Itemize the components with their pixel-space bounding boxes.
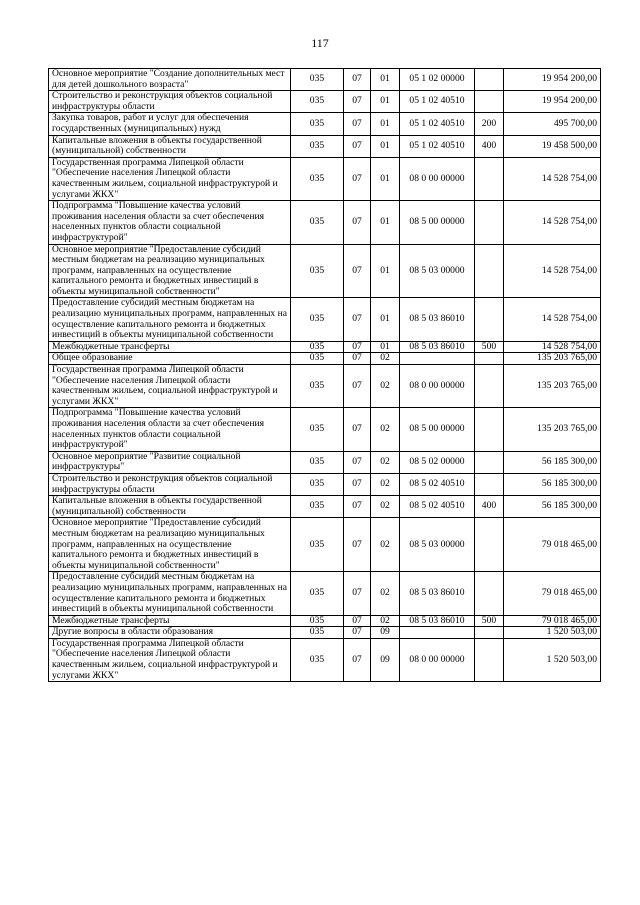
expense-type-cell bbox=[475, 353, 504, 365]
department-code-cell: 035 bbox=[291, 638, 344, 681]
target-article-cell: 05 1 02 40510 bbox=[400, 135, 475, 157]
subsection-code-cell: 02 bbox=[371, 518, 400, 572]
budget-table-body bbox=[49, 69, 601, 682]
table-row bbox=[49, 496, 601, 518]
expense-type-cell bbox=[475, 244, 504, 298]
section-code-cell: 07 bbox=[344, 518, 371, 572]
department-code-cell: 035 bbox=[291, 365, 344, 408]
subsection-code-cell: 01 bbox=[371, 113, 400, 135]
table-row bbox=[49, 113, 601, 135]
amount-cell: 14 528 754,00 bbox=[504, 298, 601, 341]
table-row bbox=[49, 638, 601, 681]
target-article-cell: 08 5 03 86010 bbox=[400, 615, 475, 627]
section-code-cell: 07 bbox=[344, 69, 371, 91]
subsection-code-cell: 02 bbox=[371, 473, 400, 495]
section-code-cell: 07 bbox=[344, 473, 371, 495]
section-code-cell: 07 bbox=[344, 353, 371, 365]
row-name-cell: Государственная программа Липецкой области "Обеспечение населения Липецкой области качественным жильем, социальной инфраструктурой и услугами ЖКХ" bbox=[49, 365, 291, 408]
section-code-cell: 07 bbox=[344, 496, 371, 518]
row-name-cell: Межбюджетные трансферты bbox=[49, 341, 291, 353]
target-article-cell: 08 5 03 86010 bbox=[400, 298, 475, 341]
expense-type-cell bbox=[475, 408, 504, 451]
row-name-cell: Основное мероприятие "Развитие социальной инфраструктуры" bbox=[49, 451, 291, 473]
amount-cell: 14 528 754,00 bbox=[504, 201, 601, 244]
expense-type-cell bbox=[475, 473, 504, 495]
row-name-cell: Предоставление субсидий местным бюджетам на реализацию муниципальных программ, направленных на осуществление капитального ремонта и бюджетных инвестиций в объекты муниципальной собственности bbox=[49, 298, 291, 341]
expense-type-cell: 500 bbox=[475, 615, 504, 627]
subsection-code-cell: 01 bbox=[371, 69, 400, 91]
target-article-cell: 08 5 03 86010 bbox=[400, 572, 475, 615]
expense-type-cell bbox=[475, 627, 504, 639]
section-code-cell: 07 bbox=[344, 298, 371, 341]
amount-cell: 56 185 300,00 bbox=[504, 473, 601, 495]
expense-type-cell bbox=[475, 451, 504, 473]
department-code-cell: 035 bbox=[291, 473, 344, 495]
subsection-code-cell: 02 bbox=[371, 496, 400, 518]
subsection-code-cell: 02 bbox=[371, 451, 400, 473]
department-code-cell: 035 bbox=[291, 298, 344, 341]
expense-type-cell bbox=[475, 69, 504, 91]
row-name-cell: Основное мероприятие "Создание дополнительных мест для детей дошкольного возраста" bbox=[49, 69, 291, 91]
row-name-cell: Строительство и реконструкция объектов социальной инфраструктуры области bbox=[49, 473, 291, 495]
row-name-cell: Основное мероприятие "Предоставление субсидий местным бюджетам на реализацию муниципальных программ, направленных на осуществление капитального ремонта и бюджетных инвестиций в объекты муниципальной собственности" bbox=[49, 244, 291, 298]
amount-cell: 19 954 200,00 bbox=[504, 69, 601, 91]
expense-type-cell bbox=[475, 201, 504, 244]
row-name-cell: Государственная программа Липецкой области "Обеспечение населения Липецкой области качественным жильем, социальной инфраструктурой и услугами ЖКХ" bbox=[49, 638, 291, 681]
target-article-cell: 08 5 03 86010 bbox=[400, 341, 475, 353]
subsection-code-cell: 01 bbox=[371, 341, 400, 353]
row-name-cell: Капитальные вложения в объекты государственной (муниципальной) собственности bbox=[49, 496, 291, 518]
expense-type-cell bbox=[475, 638, 504, 681]
target-article-cell: 05 1 02 40510 bbox=[400, 113, 475, 135]
target-article-cell: 08 5 03 00000 bbox=[400, 244, 475, 298]
amount-cell: 56 185 300,00 bbox=[504, 451, 601, 473]
table-row bbox=[49, 627, 601, 639]
table-row bbox=[49, 615, 601, 627]
amount-cell: 19 458 500,00 bbox=[504, 135, 601, 157]
subsection-code-cell: 02 bbox=[371, 365, 400, 408]
table-row bbox=[49, 157, 601, 200]
amount-cell: 79 018 465,00 bbox=[504, 572, 601, 615]
subsection-code-cell: 01 bbox=[371, 157, 400, 200]
target-article-cell: 08 0 00 00000 bbox=[400, 638, 475, 681]
row-name-cell: Другие вопросы в области образования bbox=[49, 627, 291, 639]
expense-type-cell: 500 bbox=[475, 341, 504, 353]
section-code-cell: 07 bbox=[344, 627, 371, 639]
expense-type-cell bbox=[475, 157, 504, 200]
target-article-cell bbox=[400, 627, 475, 639]
subsection-code-cell: 02 bbox=[371, 615, 400, 627]
amount-cell: 19 954 200,00 bbox=[504, 91, 601, 113]
row-name-cell: Общее образование bbox=[49, 353, 291, 365]
target-article-cell: 08 5 00 00000 bbox=[400, 408, 475, 451]
table-row bbox=[49, 353, 601, 365]
department-code-cell: 035 bbox=[291, 451, 344, 473]
page-number: 117 bbox=[311, 36, 329, 50]
department-code-cell: 035 bbox=[291, 353, 344, 365]
department-code-cell: 035 bbox=[291, 615, 344, 627]
department-code-cell: 035 bbox=[291, 91, 344, 113]
budget-table bbox=[48, 68, 601, 682]
table-row bbox=[49, 298, 601, 341]
table-row bbox=[49, 135, 601, 157]
section-code-cell: 07 bbox=[344, 341, 371, 353]
amount-cell: 79 018 465,00 bbox=[504, 615, 601, 627]
subsection-code-cell: 09 bbox=[371, 627, 400, 639]
subsection-code-cell: 02 bbox=[371, 572, 400, 615]
amount-cell: 14 528 754,00 bbox=[504, 341, 601, 353]
target-article-cell: 08 5 00 00000 bbox=[400, 201, 475, 244]
subsection-code-cell: 01 bbox=[371, 298, 400, 341]
section-code-cell: 07 bbox=[344, 113, 371, 135]
section-code-cell: 07 bbox=[344, 615, 371, 627]
subsection-code-cell: 01 bbox=[371, 91, 400, 113]
amount-cell: 56 185 300,00 bbox=[504, 496, 601, 518]
expense-type-cell: 400 bbox=[475, 496, 504, 518]
expense-type-cell bbox=[475, 365, 504, 408]
table-row bbox=[49, 408, 601, 451]
expense-type-cell: 200 bbox=[475, 113, 504, 135]
row-name-cell: Строительство и реконструкция объектов социальной инфраструктуры области bbox=[49, 91, 291, 113]
table-row bbox=[49, 473, 601, 495]
department-code-cell: 035 bbox=[291, 627, 344, 639]
amount-cell: 135 203 765,00 bbox=[504, 353, 601, 365]
department-code-cell: 035 bbox=[291, 201, 344, 244]
department-code-cell: 035 bbox=[291, 157, 344, 200]
table-row bbox=[49, 518, 601, 572]
subsection-code-cell: 02 bbox=[371, 353, 400, 365]
target-article-cell: 08 5 03 00000 bbox=[400, 518, 475, 572]
amount-cell: 135 203 765,00 bbox=[504, 365, 601, 408]
table-row bbox=[49, 201, 601, 244]
section-code-cell: 07 bbox=[344, 408, 371, 451]
subsection-code-cell: 02 bbox=[371, 408, 400, 451]
target-article-cell: 08 0 00 00000 bbox=[400, 157, 475, 200]
department-code-cell: 035 bbox=[291, 135, 344, 157]
department-code-cell: 035 bbox=[291, 244, 344, 298]
amount-cell: 14 528 754,00 bbox=[504, 244, 601, 298]
section-code-cell: 07 bbox=[344, 201, 371, 244]
subsection-code-cell: 01 bbox=[371, 201, 400, 244]
department-code-cell: 035 bbox=[291, 572, 344, 615]
section-code-cell: 07 bbox=[344, 638, 371, 681]
row-name-cell: Подпрограмма "Повышение качества условий проживания населения области за счет обеспечения населенных пунктов области социальной инфраструктурой" bbox=[49, 201, 291, 244]
target-article-cell: 08 0 00 00000 bbox=[400, 365, 475, 408]
section-code-cell: 07 bbox=[344, 451, 371, 473]
department-code-cell: 035 bbox=[291, 113, 344, 135]
row-name-cell: Предоставление субсидий местным бюджетам на реализацию муниципальных программ, направленных на осуществление капитального ремонта и бюджетных инвестиций в объекты муниципальной собственности bbox=[49, 572, 291, 615]
amount-cell: 79 018 465,00 bbox=[504, 518, 601, 572]
table-row bbox=[49, 572, 601, 615]
amount-cell: 495 700,00 bbox=[504, 113, 601, 135]
target-article-cell: 08 5 02 40510 bbox=[400, 473, 475, 495]
target-article-cell bbox=[400, 353, 475, 365]
row-name-cell: Межбюджетные трансферты bbox=[49, 615, 291, 627]
section-code-cell: 07 bbox=[344, 365, 371, 408]
row-name-cell: Основное мероприятие "Предоставление субсидий местным бюджетам на реализацию муниципальных программ, направленных на осуществление капитального ремонта и бюджетных инвестиций в объекты муниципальной собственности" bbox=[49, 518, 291, 572]
section-code-cell: 07 bbox=[344, 91, 371, 113]
expense-type-cell bbox=[475, 518, 504, 572]
table-row bbox=[49, 91, 601, 113]
subsection-code-cell: 01 bbox=[371, 135, 400, 157]
department-code-cell: 035 bbox=[291, 341, 344, 353]
row-name-cell: Закупка товаров, работ и услуг для обеспечения государственных (муниципальных) нужд bbox=[49, 113, 291, 135]
section-code-cell: 07 bbox=[344, 157, 371, 200]
target-article-cell: 08 5 02 00000 bbox=[400, 451, 475, 473]
department-code-cell: 035 bbox=[291, 408, 344, 451]
target-article-cell: 05 1 02 00000 bbox=[400, 69, 475, 91]
row-name-cell: Капитальные вложения в объекты государственной (муниципальной) собственности bbox=[49, 135, 291, 157]
table-row bbox=[49, 244, 601, 298]
section-code-cell: 07 bbox=[344, 135, 371, 157]
section-code-cell: 07 bbox=[344, 572, 371, 615]
row-name-cell: Государственная программа Липецкой области "Обеспечение населения Липецкой области качественным жильем, социальной инфраструктурой и услугами ЖКХ" bbox=[49, 157, 291, 200]
target-article-cell: 05 1 02 40510 bbox=[400, 91, 475, 113]
table-row bbox=[49, 69, 601, 91]
expense-type-cell bbox=[475, 572, 504, 615]
table-row bbox=[49, 341, 601, 353]
amount-cell: 1 520 503,00 bbox=[504, 627, 601, 639]
department-code-cell: 035 bbox=[291, 69, 344, 91]
target-article-cell: 08 5 02 40510 bbox=[400, 496, 475, 518]
department-code-cell: 035 bbox=[291, 518, 344, 572]
subsection-code-cell: 01 bbox=[371, 244, 400, 298]
department-code-cell: 035 bbox=[291, 496, 344, 518]
expense-type-cell bbox=[475, 298, 504, 341]
amount-cell: 14 528 754,00 bbox=[504, 157, 601, 200]
amount-cell: 135 203 765,00 bbox=[504, 408, 601, 451]
expense-type-cell bbox=[475, 91, 504, 113]
section-code-cell: 07 bbox=[344, 244, 371, 298]
table-row bbox=[49, 451, 601, 473]
subsection-code-cell: 09 bbox=[371, 638, 400, 681]
table-row bbox=[49, 365, 601, 408]
amount-cell: 1 520 503,00 bbox=[504, 638, 601, 681]
row-name-cell: Подпрограмма "Повышение качества условий проживания населения области за счет обеспечения населенных пунктов области социальной инфраструктурой" bbox=[49, 408, 291, 451]
expense-type-cell: 400 bbox=[475, 135, 504, 157]
